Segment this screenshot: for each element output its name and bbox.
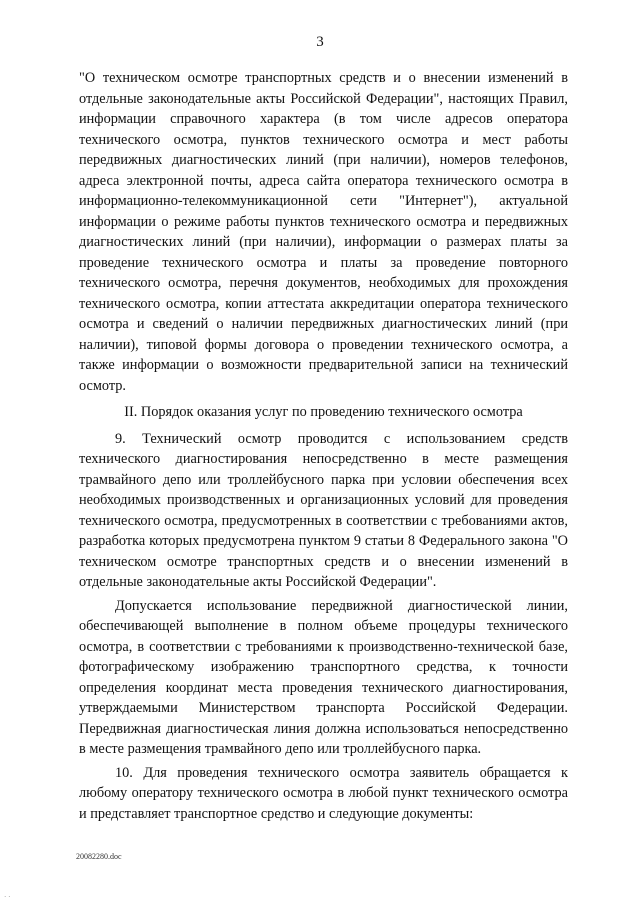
paragraph-mobile-line: Допускается использование передвижной диагностической линии, обеспечивающей выполнение в полном объеме процедуры технического осмотра, в соответствии с требованиями к производственно-технической базе, фотографическому изображению транспортного средства, к точности определения координат места проведения технического диагностирования, утверждаемыми Министерством транспорта Российской Федерации. Передвижная диагностическая линия должна использоваться непосредственно в месте размещения трамвайного депо или троллейбусного парка. [79, 597, 568, 757]
section-heading: II. Порядок оказания услуг по проведению технического осмотра [124, 404, 523, 420]
footer-filename: 20082280.doc [76, 852, 122, 861]
document-body [79, 68, 568, 824]
paragraph-continuation: "О техническом осмотре транспортных средств и о внесении изменений в отдельные законодательные акты Российской Федерации", настоящих Правил, информации справочного характера (в том числе адресов оператора технического осмотра, пунктов технического осмотра и мест работы передвижных диагностических линий (при наличии), номеров телефонов, адреса электронной почты, адреса сайта оператора технического осмотра в информационно-телекоммуникационной сети "Интернет"), актуальной информации о режиме работы пунктов технического осмотра и передвижных диагностических линий (при наличии), информации о размерах платы за проведение технического осмотра и платы за проведение повторного технического осмотра, перечня документов, необходимых для прохождения технического осмотра, копии аттестата аккредитации оператора технического осмотра и сведений о наличии передвижных диагностических линий (при наличии), типовой формы договора о проведении технического осмотра, а также информации о возможности предварительной записи на технический осмотр. [79, 70, 568, 394]
paragraph-item-9: 9. Технический осмотр проводится с использованием средств технического диагностирования непосредственно в месте размещения трамвайного депо или троллейбусного парка при условии обеспечения всех необходимых производственных и организационных условий для проведения технического осмотра, предусмотренных в соответствии с требованиями актов, разработка которых предусмотрена пунктом 9 статьи 8 Федерального закона "О техническом осмотре транспортных средств и о внесении изменений в отдельные законодательные акты Российской Федерации". [79, 430, 568, 590]
page-number: 3 [316, 34, 324, 50]
paragraph-item-10: 10. Для проведения технического осмотра заявитель обращается к любому оператору технического осмотра в любой пункт технического осмотра и представляет транспортное средство и следующие документы: [79, 764, 568, 822]
scan-margin-mark: · · [4, 893, 11, 901]
